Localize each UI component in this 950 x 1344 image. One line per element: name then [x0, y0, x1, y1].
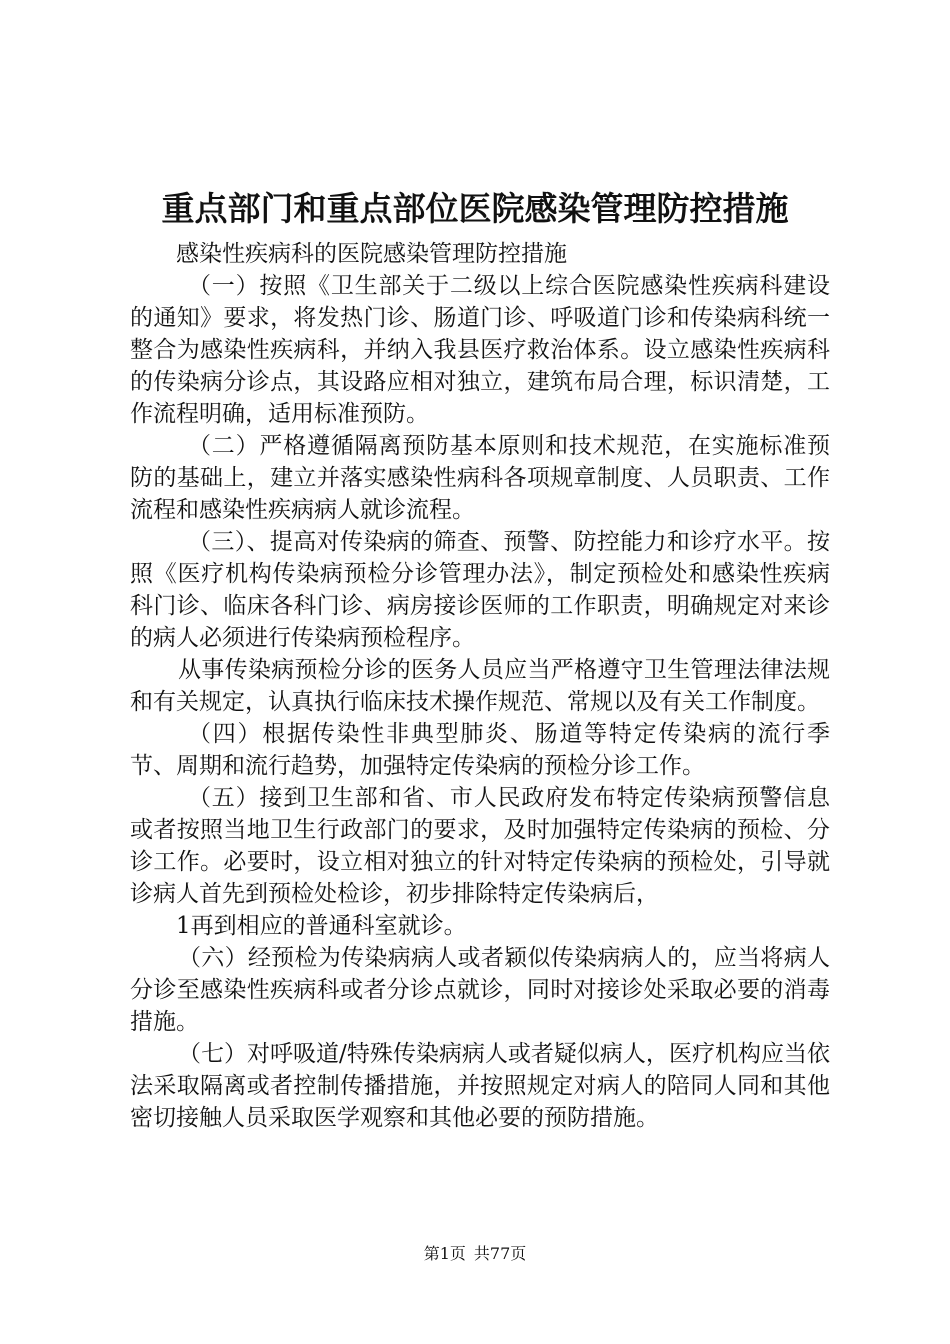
document-body [130, 238, 830, 1134]
page-footer [0, 1243, 950, 1265]
paragraph-6: （五）接到卫生部和省、市人民政府发布特定传染病预警信息或者按照当地卫生行政部门的要求，及时加强特定传染病的预检、分诊工作。必要时，设立相对独立的针对特定传染病的预检处，引导就诊病人首先到预检处检诊，初步排除特定传染病后， [130, 785, 830, 907]
paragraph-4: 从事传染病预检分诊的医务人员应当严格遵守卫生管理法律法规和有关规定，认真执行临床技术操作规范、常规以及有关工作制度。 [130, 657, 830, 715]
paragraph-1: （一）按照《卫生部关于二级以上综合医院感染性疾病科建设的通知》要求，将发热门诊、肠道门诊、呼吸道门诊和传染病科统一整合为感染性疾病科，并纳入我县医疗救治体系。设立感染性疾病科的传染病分诊点，其设路应相对独立，建筑布局合理，标识清楚，工作流程明确，适用标准预防。 [130, 273, 830, 427]
paragraph-5: （四）根据传染性非典型肺炎、肠道等特定传染病的流行季节、周期和流行趋势，加强特定传染病的预检分诊工作。 [130, 721, 830, 779]
paragraph-7: 1再到相应的普通科室就诊。 [176, 913, 467, 939]
paragraph-9: （七）对呼吸道/特殊传染病病人或者疑似病人，医疗机构应当依法采取隔离或者控制传播措施，并按照规定对病人的陪同人同和其他密切接触人员采取医学观察和其他必要的预防措施。 [130, 1041, 830, 1131]
document-title: 重点部门和重点部位医院感染管理防控措施 [161, 189, 789, 228]
page-total: 共77页 [473, 1244, 527, 1263]
page-number: 第1页 [423, 1244, 466, 1263]
paragraph-2: （二）严格遵循隔离预防基本原则和技术规范，在实施标准预防的基础上，建立并落实感染性病科各项规章制度、人员职责、工作流程和感染性疾病病人就诊流程。 [130, 433, 830, 523]
section-subheading: 感染性疾病科的医院感染管理防控措施 [176, 241, 567, 267]
paragraph-8: （六）经预检为传染病病人或者颖似传染病病人的，应当将病人分诊至感染性疾病科或者分诊点就诊，同时对接诊处采取必要的消毒措施。 [130, 945, 830, 1035]
paragraph-3: （三）、提高对传染病的筛查、预警、防控能力和诊疗水平。按照《医疗机构传染病预检分诊管理办法》，制定预检处和感染性疾病科门诊、临床各科门诊、病房接诊医师的工作职责，明确规定对来诊的病人必须进行传染病预检程序。 [130, 529, 830, 651]
